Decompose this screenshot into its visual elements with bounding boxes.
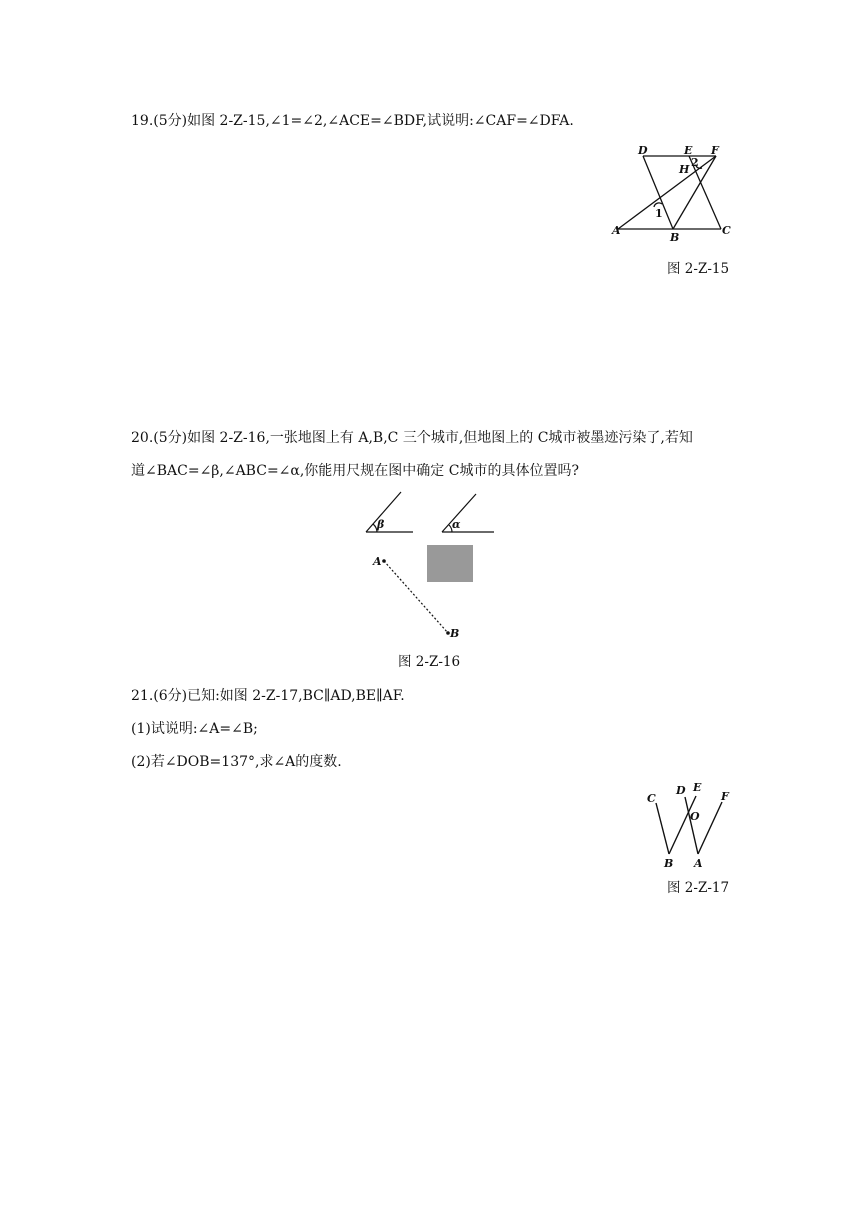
figure-2-z-15-caption: 图 2-Z-15 (667, 261, 730, 277)
point-a (382, 559, 386, 563)
label-beta: β (377, 518, 385, 531)
label-c: C (722, 224, 731, 237)
label-d: D (638, 144, 648, 157)
figure-2-z-17-caption: 图 2-Z-17 (667, 880, 730, 896)
label-2: 2 (691, 156, 699, 169)
figure-2-z-17 (640, 778, 740, 873)
label-a: A (694, 857, 703, 870)
problem-20-line-1: 20.(5分)如图 2-Z-16,一张地图上有 A,B,C 三个城市,但地图上的 C城市被墨迹污染了,若知 (131, 430, 693, 446)
label-e: E (684, 144, 693, 157)
problem-19-text: 19.(5分)如图 2-Z-15,∠1=∠2,∠ACE=∠BDF,试说明:∠CAF=∠DFA. (131, 113, 574, 129)
label-f: F (721, 790, 729, 803)
figure-2-z-16 (360, 486, 500, 646)
label-alpha: α (452, 518, 461, 531)
problem-21-question-1: (1)试说明:∠A=∠B; (131, 721, 258, 737)
segment-bc (656, 803, 669, 854)
label-a: A (373, 555, 382, 568)
label-e: E (693, 781, 702, 794)
label-h: H (679, 163, 690, 176)
figure-2-z-16-caption: 图 2-Z-16 (398, 654, 461, 670)
label-1: 1 (655, 207, 663, 220)
label-a: A (612, 224, 621, 237)
label-b: B (670, 231, 680, 244)
ink-blot (427, 545, 473, 582)
label-d: D (676, 784, 686, 797)
label-f: F (711, 144, 719, 157)
figure-2-z-15 (610, 142, 740, 242)
problem-20-line-2: 道∠BAC=∠β,∠ABC=∠α,你能用尺规在图中确定 C城市的具体位置吗? (131, 463, 579, 479)
problem-21-question-2: (2)若∠DOB=137°,求∠A的度数. (131, 754, 342, 770)
segment-af (618, 156, 716, 229)
problem-21-stem: 21.(6分)已知:如图 2-Z-17,BC∥AD,BE∥AF. (131, 688, 405, 704)
label-c: C (647, 792, 656, 805)
label-o: O (690, 810, 700, 823)
label-b: B (664, 857, 674, 870)
label-b: B (450, 627, 460, 640)
segment-af (698, 802, 722, 854)
